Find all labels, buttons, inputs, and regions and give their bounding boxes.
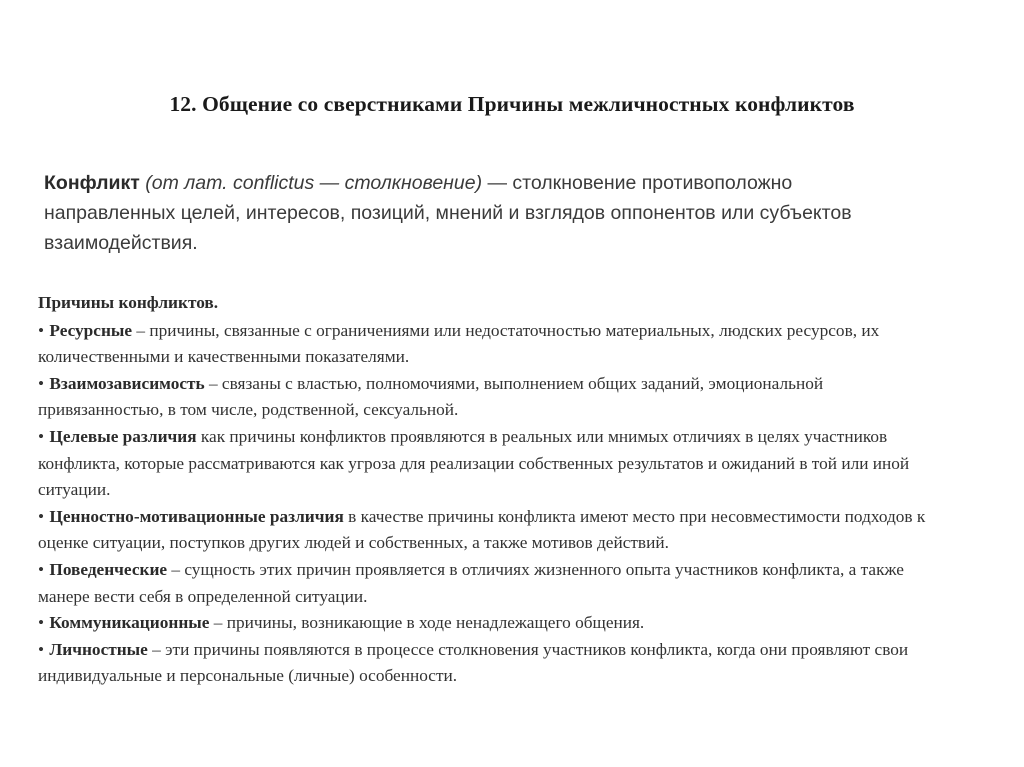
definition-term: Конфликт <box>44 172 140 194</box>
list-item <box>38 371 938 424</box>
cause-text: – причины, возникающие в ходе ненадлежащего общения. <box>209 613 645 633</box>
causes-list <box>38 318 938 690</box>
cause-text: в качестве причины конфликта имеют место при несовместимости подходов к оценке ситуации, поступков других людей и собственных, а также мотивов действий. <box>38 506 926 553</box>
page-title: 12. Общение со сверстниками Причины межличностных конфликтов <box>169 92 855 117</box>
cause-term: Поведенческие <box>49 559 168 579</box>
cause-term: Личностные <box>49 639 148 659</box>
list-item <box>38 610 938 637</box>
section-heading: Причины конфликтов. <box>38 293 219 312</box>
cause-term: Ценностно-мотивационные различия <box>49 506 344 526</box>
cause-text: – связаны с властью, полномочиями, выполнением общих заданий, эмоциональной привязанностью, в том числе, родственной, сексуальной. <box>38 373 824 420</box>
cause-term: Целевые различия <box>49 426 197 446</box>
list-item <box>38 557 938 610</box>
list-item <box>38 424 938 504</box>
cause-term: Коммуникационные <box>49 613 210 633</box>
causes-section <box>38 290 938 690</box>
cause-text: как причины конфликтов проявляются в реальных или мнимых отличиях в целях участников конфликта, которые рассматриваются как угроза для реализации собственных результатов и ожиданий в той или иной ситуации. <box>38 426 910 500</box>
list-item <box>38 318 938 371</box>
cause-text: – причины, связанные с ограничениями или недостаточностью материальных, людских ресурсов, их количественными и качественными показателями. <box>38 320 880 367</box>
definition-paragraph <box>44 168 924 258</box>
cause-text: – эти причины появляются в процессе столкновения участников конфликта, когда они проявляют свои индивидуальные и персональные (личные) особенности. <box>38 639 909 686</box>
list-item <box>38 504 938 557</box>
cause-term: Ресурсные <box>49 320 133 340</box>
cause-term: Взаимозависимость <box>49 373 205 393</box>
list-item <box>38 637 938 690</box>
definition-text: — столкновение противоположно направленных целей, интересов, позиций, мнений и взглядов оппонентов или субъектов взаимодействия. <box>44 172 852 254</box>
definition-latin: (от лат. conflictus — столкновение) <box>145 172 483 194</box>
cause-text: – сущность этих причин проявляется в отличиях жизненного опыта участников конфликта, а также манере вести себя в определенной ситуации. <box>38 559 904 606</box>
